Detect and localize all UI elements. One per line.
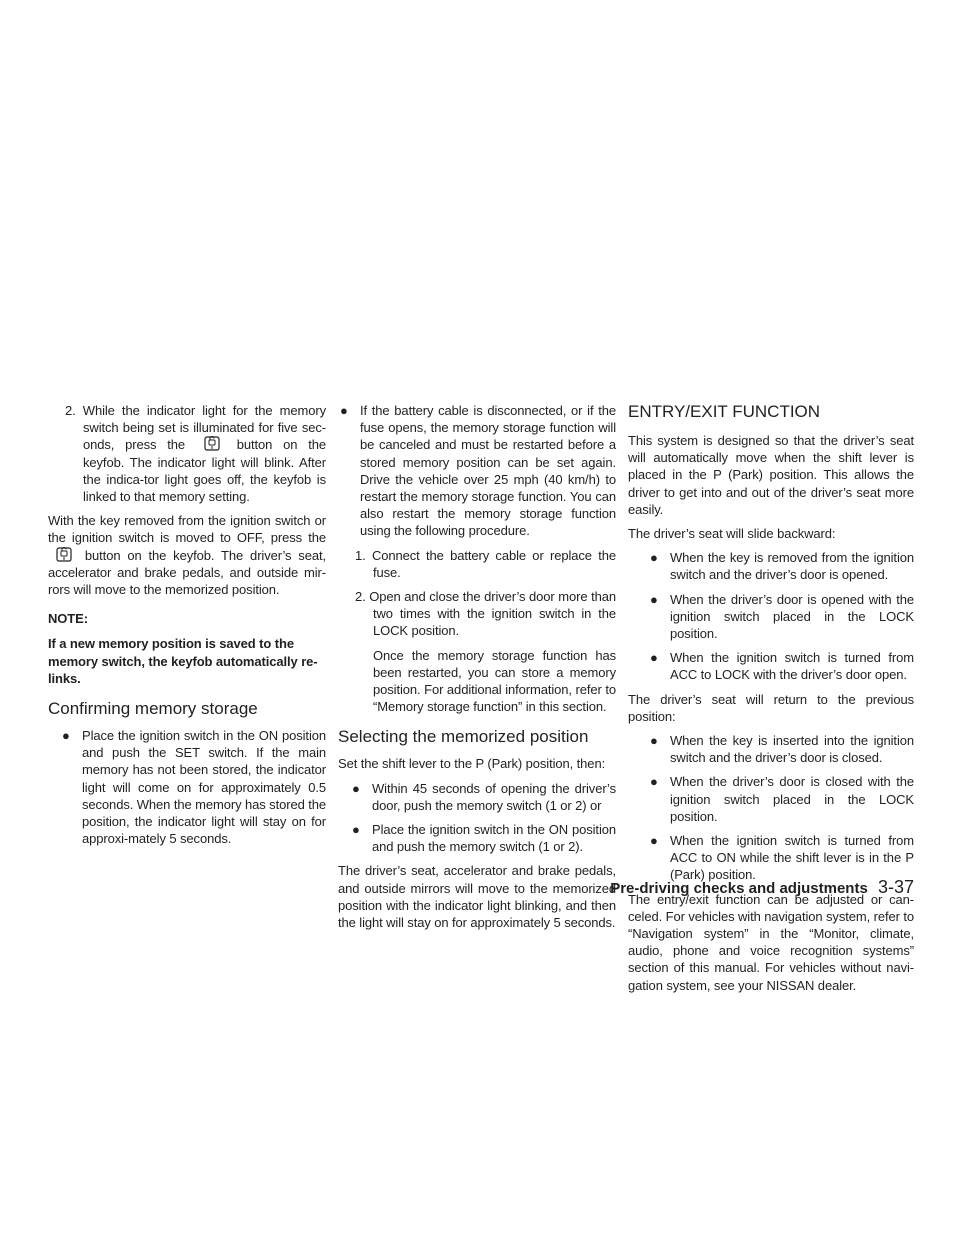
- list-item-text: Within 45 seconds of opening the driver’s door, push the memory switch (1 or 2) or: [372, 780, 616, 813]
- confirm-memory-heading: Confirming memory storage: [48, 699, 258, 719]
- bullet-icon: ●: [62, 728, 70, 744]
- slide-backward-intro: The driver’s seat will slide backward:: [628, 526, 836, 542]
- note-body: If a new memory position is saved to the memory switch, the keyfob automatically re-links.: [48, 636, 318, 686]
- keyfob-recall-paragraph: [48, 512, 326, 598]
- list-item: [338, 780, 616, 814]
- recall-text-a: With the key removed from the ignition switch or the ignition switch is moved to OFF, press the: [48, 513, 326, 546]
- list-item: [628, 649, 914, 683]
- column-left: [48, 402, 326, 854]
- list-item: [338, 402, 616, 540]
- return-position-intro: The driver’s seat will return to the previous position:: [628, 691, 914, 724]
- select-intro: Set the shift lever to the P (Park) position, then:: [338, 756, 606, 772]
- list-item-text: When the key is inserted into the ignition switch and the driver’s door is closed.: [670, 733, 914, 766]
- list-item-text: When the key is removed from the ignition switch and the driver’s door is opened.: [670, 550, 914, 583]
- list-item-text: When the ignition switch is turned from ACC to ON while the shift lever is in the P (Park) position.: [670, 833, 914, 883]
- list-item-text: When the driver’s door is closed with the ignition switch placed in the LOCK position.: [670, 774, 914, 824]
- bullet-icon: ●: [650, 650, 658, 666]
- list-item: [628, 773, 914, 825]
- entry-exit-outro: The entry/exit function can be adjusted or can-celed. For vehicles with navigation system, refer to “Navigation system” in the “Monitor, climate, audio, phone and voice recognition systems” section of this manual. For vehicles without navi-gation system, see your NISSAN dealer.: [628, 891, 914, 993]
- list-item-text: Place the ignition switch in the ON position and push the SET switch. If the main memory has not been stored, the indicator light will come on for approximately 0.5 seconds. When the memory has stored the position, the indicator light will stay on for approxi-mately 5 seconds.: [82, 728, 326, 847]
- list-item: [628, 832, 914, 884]
- list-item-text: When the driver’s door is opened with the ignition switch placed in the LOCK position.: [670, 591, 914, 642]
- select-memorized-heading: Selecting the memorized position: [338, 727, 589, 747]
- list-item: [48, 727, 326, 847]
- restart-step-2: 2. Open and close the driver’s door more than two times with the ignition switch in the LOCK position.: [355, 589, 616, 639]
- page-number: 3-37: [877, 877, 914, 897]
- step-2-keyfob-link: [48, 402, 326, 505]
- footer-section-title: Pre-driving checks and adjustments: [610, 880, 868, 897]
- bullet-icon: ●: [650, 833, 658, 849]
- restart-step-1: 1. Connect the battery cable or replace the fuse.: [355, 547, 616, 580]
- list-item-text: If the battery cable is disconnected, or if the fuse opens, the memory storage function will be canceled and must be restarted before a stored memory position can be set again. Drive the vehicle over 25 mph (40 km/h) to restart the memory storage function. You can also restart the memory storage function using the following procedure.: [360, 403, 616, 539]
- list-item: [628, 549, 914, 583]
- bullet-icon: ●: [650, 550, 658, 566]
- bullet-icon: ●: [352, 822, 360, 838]
- bullet-icon: ●: [650, 774, 658, 790]
- note-heading: NOTE:: [48, 611, 88, 627]
- column-right: [628, 402, 914, 1001]
- keyfob-unlock-icon: [202, 436, 222, 451]
- list-item-text: Place the ignition switch in the ON position and push the memory switch (1 or 2).: [372, 822, 616, 855]
- recall-text-b: button on the keyfob. The driver’s seat, accelerator and brake pedals, and outside mir-rors will move to the memorized position.: [48, 547, 326, 598]
- list-item-text: When the ignition switch is turned from ACC to LOCK with the driver’s door open.: [670, 650, 914, 683]
- step-2-text-a: 2. While the indicator light for the memory switch being set is illuminated for five sec-onds, press the: [65, 403, 326, 453]
- bullet-icon: ●: [650, 591, 658, 607]
- bullet-icon: ●: [650, 733, 658, 749]
- list-item: [628, 732, 914, 766]
- step-2-text-b: button on the keyfob. The indicator light will blink. After the indica-tor light goes off, the keyfob is linked to that memory setting.: [83, 437, 326, 505]
- keyfob-unlock-icon: [54, 547, 74, 562]
- page-footer: [594, 877, 914, 898]
- column-middle: [338, 402, 616, 938]
- bullet-icon: ●: [340, 403, 348, 418]
- entry-exit-intro: This system is designed so that the driver’s seat will automatically move when the shift lever is placed in the P (Park) position. This allows the driver to get into and out of the driver’s seat more easily.: [628, 433, 914, 517]
- entry-exit-heading: ENTRY/EXIT FUNCTION: [628, 402, 821, 421]
- bullet-icon: ●: [352, 780, 360, 796]
- select-outro: The driver’s seat, accelerator and brake pedals, and outside mirrors will move to the memorized position with the indicator light blinking, and then the light will stay on for approximately 5 seconds.: [338, 863, 616, 931]
- list-item: [338, 821, 616, 855]
- list-item: [628, 591, 914, 643]
- restart-step-2-sub: Once the memory storage function has been restarted, you can store a memory position. For additional information, refer to “Memory storage function” in this section.: [373, 647, 616, 715]
